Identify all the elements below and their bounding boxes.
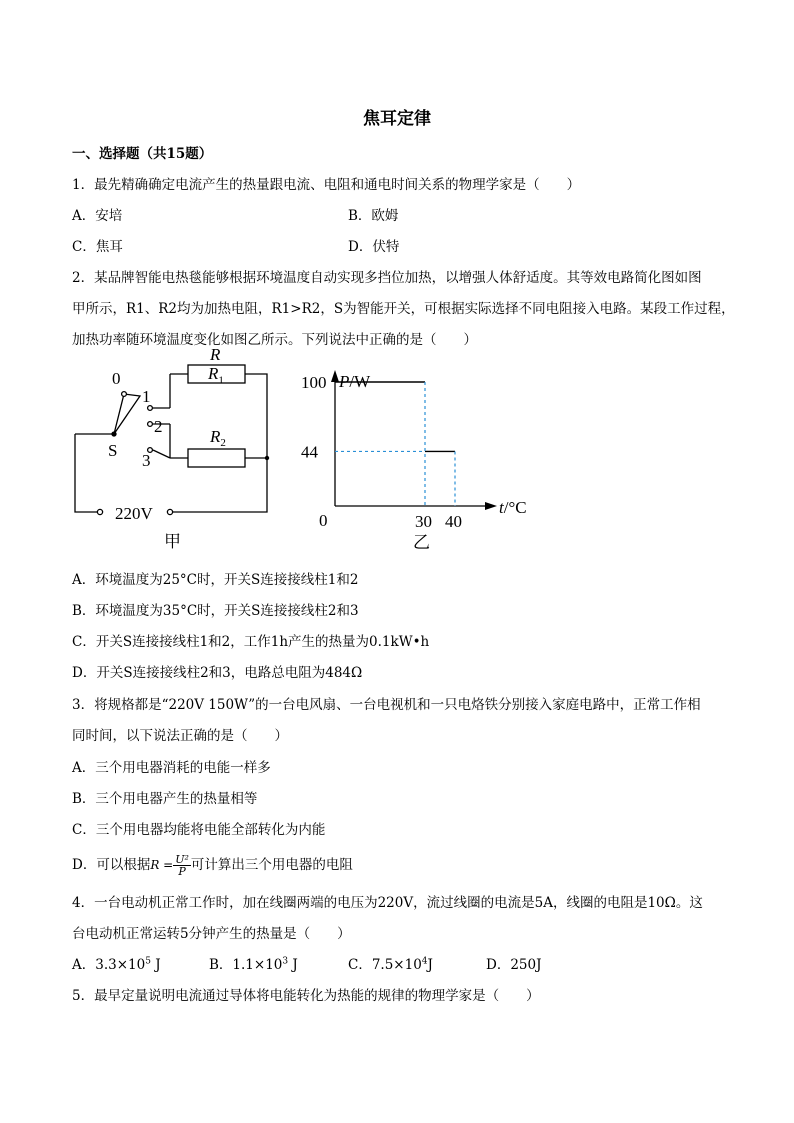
power-temperature-chart <box>295 368 545 560</box>
r1-label-text: $R_1$ <box>208 364 224 387</box>
section-heading: 一、选择题（共15题） <box>72 146 213 162</box>
q1-option-c: C．焦耳 <box>72 239 123 255</box>
question-2-line-2: 甲所示，R1、R2均为加热电阻，R1>R2，S为智能开关，可根据实际选择不同电阻接入电路。某段工作过程， <box>72 301 735 317</box>
q4-option-c: C．$7.5\times 10^4J$ <box>348 956 433 973</box>
page-title: 焦耳定律 <box>363 109 431 129</box>
question-3-line-2: 同时间，以下说法正确的是（ ） <box>72 728 288 744</box>
q4-option-b: B．$1.1\times 10^3$ J <box>209 956 298 973</box>
question-1-stem: 1．最先精确确定电流产生的热量跟电流、电阻和通电时间关系的物理学家是（ ） <box>72 177 581 193</box>
x-tick-label-40: 40 <box>445 512 462 531</box>
figure-yi-label: 乙 <box>413 533 430 552</box>
formula-fraction: $\frac{\text{U²}}{P}$ <box>175 853 189 878</box>
q2-option-a: A．环境温度为25°C时，开关S连接接线柱1和2 <box>72 572 359 588</box>
question-3-line-1: 3．将规格都是“220V 150W”的一台电风扇、一台电视机和一只电烙铁分别接入家庭电路中，正常工作相 <box>72 697 701 713</box>
q2-option-b: B．环境温度为35°C时，开关S连接接线柱2和3 <box>72 603 359 619</box>
question-4-line-1: 4．一台电动机正常工作时，加在线圈两端的电压为220V，流过线圈的电流是5A，线圈的电阻是10Ω。这 <box>72 895 703 911</box>
circuit-diagram <box>60 345 290 562</box>
q2-option-c: C．开关S连接接线柱1和2，工作1h产生的热量为0.1kW•h <box>72 634 430 650</box>
question-2-line-1: 2．某品牌智能电热毯能够根据环境温度自动实现多挡位加热，以增强人体舒适度。其等效电路简化图如图 <box>72 270 702 286</box>
formula-lhs: R = <box>150 858 174 872</box>
origin-label: 0 <box>319 511 328 530</box>
terminal-2-label: 2 <box>154 417 163 436</box>
y-axis-label: P/W <box>339 372 371 391</box>
question-5-stem: 5．最早定量说明电流通过导体将电能转化为热能的规律的物理学家是（ ） <box>72 988 540 1004</box>
q1-option-d: D．伏特 <box>348 239 400 255</box>
question-2-line-3: 加热功率随环境温度变化如图乙所示。下列说法中正确的是（ ） <box>72 332 477 348</box>
q4-option-d: D．250J <box>486 957 542 973</box>
x-axis-arrow <box>485 502 497 510</box>
question-4-line-2: 台电动机正常运转5分钟产生的热量是（ ） <box>72 926 351 942</box>
terminal-3-label: 3 <box>142 451 151 470</box>
q3-option-b: B．三个用电器产生的热量相等 <box>72 791 258 807</box>
supply-voltage-label: 220V <box>115 504 153 523</box>
x-tick-label-30: 30 <box>415 512 432 531</box>
terminal-1-label: 1 <box>142 387 151 406</box>
q3-option-c: C．三个用电器均能将电能全部转化为内能 <box>72 822 326 838</box>
terminal-0-label: 0 <box>112 369 121 388</box>
q3-option-d: D．可以根据R = $\frac{\text{U²}}{P}$ 可计算出三个用电器的电阻 <box>72 853 353 878</box>
x-axis-label: t/°C <box>499 498 527 517</box>
q2-option-d: D．开关S连接接线柱2和3，电路总电阻为484Ω <box>72 665 363 681</box>
y-tick-label-44: 44 <box>301 442 318 462</box>
y-axis-arrow <box>331 370 339 382</box>
q1-option-a: A．安培 <box>72 208 123 224</box>
q4-option-a: A．$3.3\times 10^5$ J <box>72 956 161 973</box>
switch-label: S <box>108 441 118 460</box>
figure-jia-label: 甲 <box>164 532 181 551</box>
r2-label: $R_2$ <box>210 427 226 449</box>
y-tick-label-100: 100 <box>301 373 327 392</box>
q1-option-b: B．欧姆 <box>348 208 399 224</box>
q3-option-a: A．三个用电器消耗的电能一样多 <box>72 760 271 776</box>
r1-label: R <box>210 345 221 364</box>
